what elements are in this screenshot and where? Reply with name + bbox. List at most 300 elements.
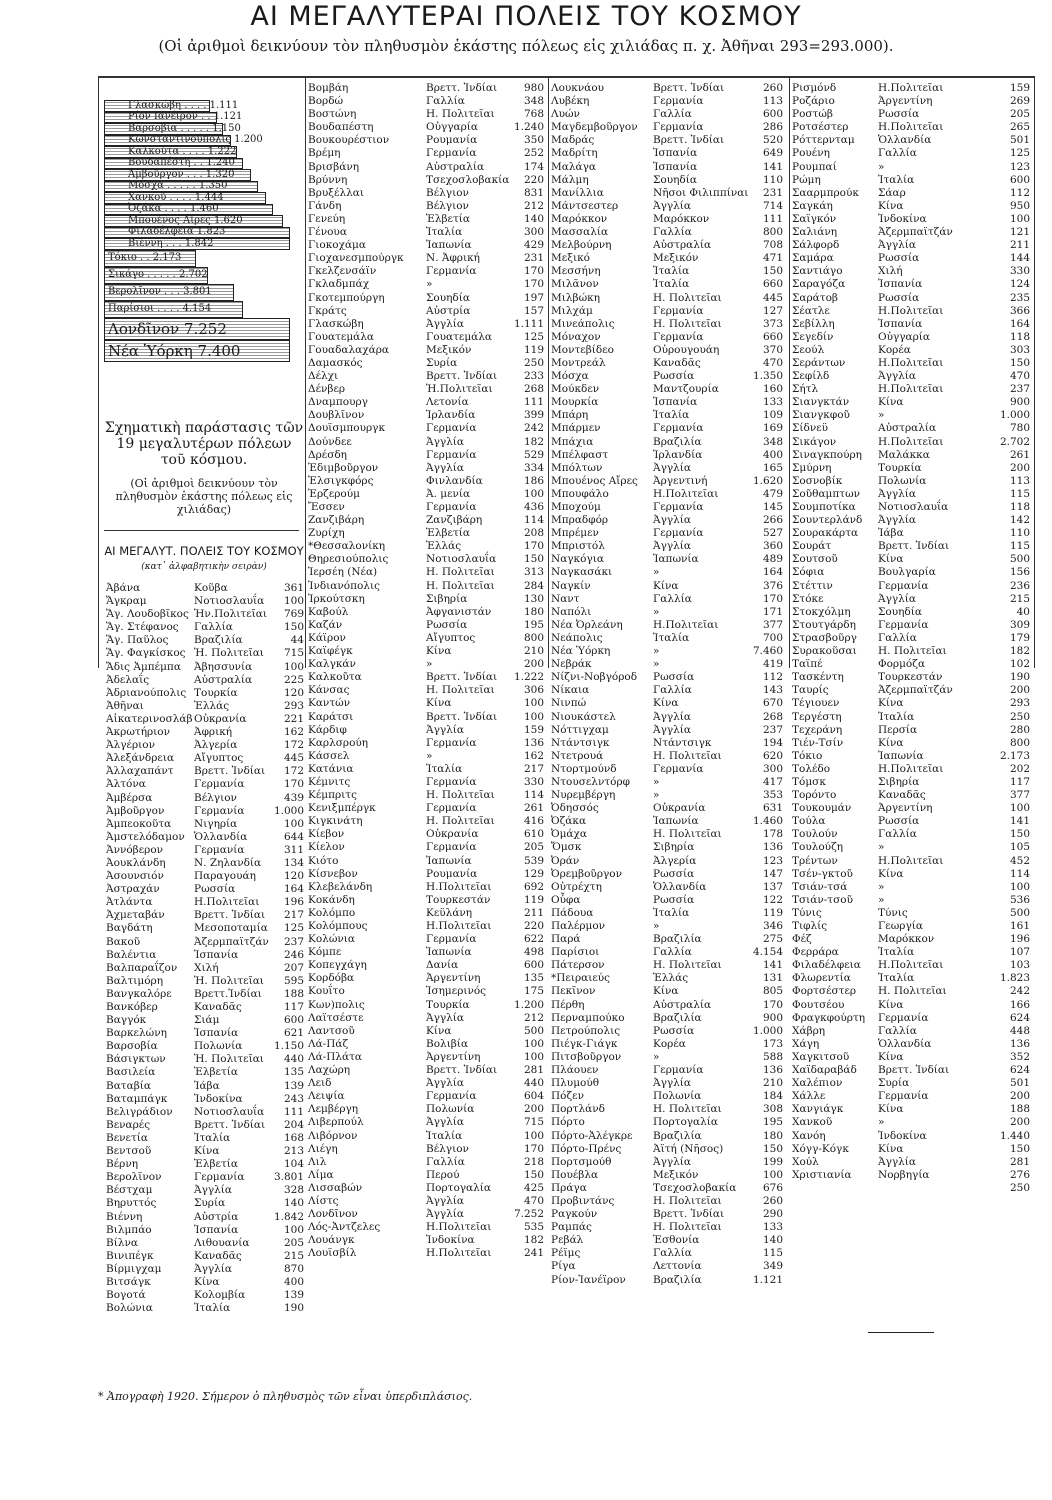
city-row [792,632,1034,645]
city-name: Πόρτο [551,1116,585,1129]
city-name: Ρέϊμς [551,1247,581,1260]
city-population: 260 [762,82,783,94]
city-row [106,1237,306,1250]
city-name: Περναμπούκο [551,1011,625,1024]
city-population: 1.121 [752,1273,783,1286]
city-country: Αὐστρία [426,304,471,317]
city-population: 300 [762,762,783,775]
pyramid-caption: Σχηματικὴ παράστασις τῶν 19 μεγαλυτέρων πόλεων τοῦ κόσμου. [104,420,304,468]
city-row [106,1158,306,1171]
city-row [308,1090,548,1103]
city-row [792,1051,1034,1064]
city-country: Γερμανία [878,618,929,631]
city-name: Χανγιάγκ [792,1103,844,1116]
city-name: Ὀμάχα [551,828,587,841]
city-name: Μπόλτων [551,461,603,474]
city-population: 217 [523,762,544,775]
city-population: 649 [762,147,783,160]
city-name: Μελβούρνη [551,239,612,252]
city-name: Ἅγ. Παῦλος [106,634,169,647]
city-row [308,488,548,501]
city-row [551,540,787,553]
city-row [792,985,1034,998]
city-row [308,174,548,187]
city-row [792,252,1034,265]
city-population: 115 [1009,487,1030,500]
city-population: 100 [283,1223,304,1236]
city-country: Τουρκεστάν [426,893,491,906]
city-name: Σουτσοῦ [792,553,838,566]
city-row [308,1169,548,1182]
city-population: 113 [762,95,783,108]
city-row [792,737,1034,750]
city-name: Βασιλεία [106,1066,156,1079]
city-row [106,713,306,726]
city-row [551,1221,787,1234]
city-row [551,265,787,278]
city-country: Δανία [426,959,459,972]
city-population: 622 [523,933,544,946]
city-country: Συρία [878,1077,910,1090]
city-population: 346 [762,920,783,932]
city-name: Δένβερ [308,383,346,396]
city-population: 211 [1009,239,1030,252]
city-name: Χαϊδαραβάδ [792,1064,857,1077]
city-row [551,684,787,697]
city-name: Τιφλίς [792,920,828,932]
city-name: Κιγκινάτη [308,815,363,828]
city-name: Ροτσέστερ [792,121,849,134]
city-country: Οὐγγαρία [878,330,931,343]
city-name: Μπρέμεν [551,527,599,540]
city-population: 115 [762,1247,783,1260]
city-country: Η. Πολιτεῖαι [426,108,495,121]
city-row [308,1116,548,1129]
city-population: 1.842 [273,1210,304,1223]
city-list-col2 [308,82,548,1260]
city-country: Περού [426,1168,460,1181]
footnote: * Ἀπογραφὴ 1920. Σήμερον ὁ πληθυσμὸς τῶν εἶναι ὑπερδιπλάσιος. [98,1390,473,1403]
city-row [106,1197,306,1210]
city-population: 212 [523,1011,544,1024]
city-row [308,907,548,920]
city-population: 196 [283,896,304,909]
city-row [308,108,548,121]
city-name: Ἀλλαχαπάντ [106,765,174,778]
city-row [551,488,787,501]
city-country: Ἰταλία [426,226,463,239]
city-population: 125 [1009,147,1030,160]
city-population: 870 [283,1262,304,1275]
city-population: 417 [762,775,783,788]
city-country: Νοτιοσλαυΐα [878,501,949,513]
city-country: Φινλανδία [426,474,483,487]
city-row [792,449,1034,462]
city-name: Νίκαια [551,684,590,697]
city-row [792,1116,1034,1129]
city-country: Η. Πολιτεῖαι [426,579,495,592]
city-row [551,121,787,134]
city-row [308,933,548,946]
city-population: 1.460 [752,815,783,828]
city-name: Βοστώνη [308,108,357,121]
city-name: Στοκχόλμη [792,605,851,618]
city-row [551,789,787,802]
city-row [551,239,787,252]
city-row [551,1103,787,1116]
city-name: Πέρθη [551,998,585,1011]
city-population: 160 [762,383,783,396]
city-name: Ρόττερνταμ [792,134,855,147]
city-population: 373 [762,317,783,330]
city-list-col4 [792,82,1034,1195]
city-population: 660 [762,330,783,343]
city-country: Ἀγγλία [426,1011,464,1024]
city-name: Σεβίλλη [792,317,835,330]
city-row [551,1051,787,1064]
city-country: Βρεττ. Ἰνδίαι [653,1208,725,1221]
city-name: Βαλέντια [106,948,157,961]
city-country: Ρωσσία [653,867,695,880]
city-country: Σιβηρία [878,775,920,788]
city-name: Σοῦθαμπτων [792,487,861,500]
city-population: 170 [523,265,544,278]
city-name: Βογοτά [106,1289,146,1302]
city-country: Ἀγγλία [653,1155,691,1168]
city-country: Γαλλία [426,1155,465,1168]
city-population: 440 [283,1053,304,1066]
city-country: Ἑλλάς [426,540,462,553]
city-country: Χιλή [194,961,219,974]
city-population: 217 [283,909,304,922]
city-row [551,881,787,894]
city-name: Βελιγράδιον [106,1105,173,1118]
city-country: Η.Πολιτεῖαι [878,762,944,775]
city-population: 800 [762,226,783,239]
city-row [792,1103,1034,1116]
city-name: Νέα Ὀρλεάνη [551,618,623,631]
city-population: 400 [283,1275,304,1288]
city-name: Κολόμπους [308,920,368,932]
city-name: Βουδαπέστη [308,121,374,134]
city-country: Μεξικόν [653,252,699,265]
city-row [551,920,787,933]
city-country: Λεττονία [653,1260,702,1273]
city-country: Λιθουανία [194,1236,250,1249]
city-name: Κενιξμπέργκ [308,802,376,815]
city-population: 237 [762,723,783,736]
city-population: 377 [1009,789,1030,802]
city-country: Ρωσσία [653,893,695,906]
city-country: Η. Πολιτεῖαι [653,959,722,972]
city-name: Ρουμπαί [792,160,837,173]
city-country: Κίνα [878,199,904,212]
city-country: Πολωνία [426,1103,475,1116]
city-country: Η. Πολιτεῖαι [878,645,947,658]
city-population: 174 [523,160,544,173]
city-country: Γερμανία [426,841,477,854]
city-name: Ταυρίς [792,684,829,697]
end-rule [868,1332,934,1333]
city-name: Ὀράν [551,854,580,867]
city-row [308,1195,548,1208]
city-population: 692 [523,880,544,893]
city-country: Κορέα [653,1037,686,1050]
city-row [106,739,306,752]
city-name: Βαρκελώνη [106,1027,167,1040]
city-row [106,765,306,778]
city-row [792,161,1034,174]
city-row [551,802,787,815]
city-name: Κορδόβα [308,972,355,985]
city-population: 133 [762,1221,783,1234]
city-name: Δέλχι [308,370,339,383]
city-name: Τουκουμάν [792,802,852,815]
city-population: 100 [1009,880,1030,893]
city-row [308,396,548,409]
city-country: Συρία [194,1197,226,1210]
city-row [792,776,1034,789]
city-country: Η.Πολιτεῖαι [878,383,944,396]
city-population: 190 [1009,671,1030,684]
city-country: Η. Πολιτεῖαι [653,749,722,762]
city-population: 950 [1009,199,1030,212]
city-country: Ἰαπωνία [653,553,699,566]
city-population: 425 [523,1181,544,1194]
city-population: 235 [1009,291,1030,304]
city-country: Ρωσσία [878,108,920,121]
city-population: 131 [762,972,783,985]
city-name: Λά-Πάζ [308,1037,349,1050]
city-population: 142 [1009,514,1030,527]
city-name: Νεβράκ [551,658,592,671]
city-population: 143 [762,684,783,697]
city-country: Σουηδία [426,291,470,304]
city-row [106,857,306,870]
city-country: Βραζιλία [194,634,243,647]
city-country: Ἀφγανιστάν [426,605,492,618]
city-population: 111 [523,396,544,409]
city-name: Λιβερπούλ [308,1116,364,1129]
city-row [308,436,548,449]
city-row [106,674,306,687]
city-country: Η.Πολιτεῖαι [426,1247,492,1260]
city-name: Βαλπαραΐζον [106,961,178,974]
city-name: Σιναγκπούρη [792,448,862,461]
city-population: 172 [283,765,304,778]
city-population: 197 [523,291,544,304]
city-row [792,1025,1034,1038]
city-population: 269 [1009,95,1030,108]
city-population: 140 [523,212,544,225]
city-row [106,909,306,922]
city-country: Ἰρλανδία [426,409,476,422]
pyramid-label: Λονδῖνον 7.252 [108,319,227,338]
city-row [792,527,1034,540]
city-country: Ρωσσία [878,291,920,304]
city-row [551,226,787,239]
city-population: 600 [283,1014,304,1027]
city-country: » [653,789,660,802]
city-population: 188 [1009,1103,1030,1116]
city-country: Ἀγγλία [426,435,464,448]
city-population: 179 [1009,631,1030,644]
city-country: Πορτογαλία [653,1116,719,1129]
city-name: Πορτλάνδ [551,1103,605,1116]
city-row [308,1182,548,1195]
city-row [792,671,1034,684]
city-row [551,1025,787,1038]
city-name: Χόγγ-Κόγκ [792,1142,849,1155]
city-name: Βαταβία [106,1079,151,1092]
city-row [106,778,306,791]
city-row [551,1064,787,1077]
pyramid-label: Ρίον Ιανέιρον . . 1.121 [128,111,243,123]
city-row [308,187,548,200]
city-row [792,619,1034,632]
city-country: Ἀργεντίνη [426,1050,481,1063]
city-population: 161 [1009,920,1030,932]
city-row [106,1119,306,1132]
city-country: Βρεττ. Ἰνδίαι [194,909,266,922]
city-population: 529 [523,448,544,461]
city-population: 7.460 [752,645,783,658]
city-population: 242 [523,422,544,435]
city-name: Τουλούν [792,828,838,841]
city-row [792,462,1034,475]
city-name: Ὀρεμβοῦργον [551,867,622,880]
city-row [551,252,787,265]
city-country: Αὐστραλία [653,239,712,252]
city-country: Η. Πολιτεῖαι [426,815,495,828]
city-row [792,972,1034,985]
pyramid-label: Μπουένος Αἴρες 1.620 [128,214,243,226]
city-country: Μαρόκκον [878,933,935,946]
city-row [106,621,306,634]
city-row [308,1247,548,1260]
city-name: Ναγκίν [551,579,591,592]
city-country: Σιβηρία [426,592,468,605]
city-country: Η.Πολιτεῖαι [653,487,719,500]
city-row [551,750,787,763]
city-row [106,634,306,647]
city-population: 400 [762,448,783,461]
city-country: Γαλλία [878,631,917,644]
city-population: 180 [762,1129,783,1142]
city-row [551,200,787,213]
city-country: Γερμανία [194,843,245,856]
pyramid-label: Βερολῖνον . . . 3.801 [108,286,212,297]
city-row [308,1077,548,1090]
city-population: 233 [523,370,544,383]
city-population: 900 [1009,396,1030,409]
city-population: 166 [1009,998,1030,1011]
city-name: Κέμπριτς [308,789,357,802]
city-country: Τουρκεστάν [878,671,943,684]
city-row [551,383,787,396]
city-name: Βινιπέγκ [106,1249,154,1262]
city-name: Πράγα [551,1181,587,1194]
city-name: Φερράρα [792,946,839,959]
city-row [308,802,548,815]
city-population: 1.111 [513,317,544,330]
city-name: Σεούλ [792,343,825,356]
city-population: 210 [762,1077,783,1090]
city-country: Γερμανία [653,422,704,435]
city-country: Γερμανία [426,1090,477,1103]
city-name: Καράτσι [308,710,354,723]
city-name: Χριστιανία [792,1168,852,1181]
city-population: 164 [283,883,304,896]
city-row [308,409,548,422]
city-name: Μόσχα [551,370,589,383]
city-population: 715 [283,647,304,660]
city-name: Πάδουα [551,906,594,919]
city-name: Κάνσας [308,684,350,697]
city-name: Τεχεράνη [792,723,843,736]
city-population: 624 [1009,1064,1030,1077]
city-row [106,1080,306,1093]
city-row [792,344,1034,357]
city-name: Παρίσιοι [551,946,600,959]
city-country: Βέλγιον [426,199,469,212]
city-name: Κουΐτο [308,985,345,998]
divider [104,530,299,531]
city-population: 194 [762,736,783,749]
city-population: 141 [762,160,783,173]
pyramid-label: Τόκιο . . 2.173 [108,252,182,263]
city-country: Ρωσσία [194,883,236,896]
city-population: 112 [1009,186,1030,199]
city-name: Ἔσσεν [308,501,345,513]
city-row [106,962,306,975]
city-country: Καναδᾶς [194,1001,242,1013]
city-row [106,1184,306,1197]
city-population: 1.200 [513,998,544,1011]
city-name: Νυρεμβέργη [551,789,616,802]
city-row [308,737,548,750]
city-name: Πετρούπολις [551,1024,621,1037]
city-name: Αἰκατερινοσλάβ [106,712,193,725]
city-country: Ἀγγλία [653,710,691,723]
city-row [792,1012,1034,1025]
city-country: Καναδᾶς [878,789,926,802]
city-name: Μάντσεστερ [551,199,619,212]
city-population: 261 [1009,448,1030,461]
city-country: Κίνα [194,1275,220,1288]
city-country: Μεσοποταμία [194,922,268,935]
city-name: Νέα Ὑόρκη [551,645,611,658]
city-row [308,553,548,566]
city-row [792,292,1034,305]
city-row [308,606,548,619]
city-name: Παλέρμον [551,920,606,932]
city-name: Ἅγ. Λουδοβῖκος [106,608,189,621]
city-country: Νοτιοσλαυΐα [194,595,265,608]
pyramid-label: Κωνσταντινούπολις 1.200 [128,134,263,146]
city-name: Κλεβελάνδη [308,880,373,893]
city-name: Γάνδη [308,199,342,212]
city-population: 114 [523,514,544,527]
city-population: 805 [762,985,783,998]
city-country: Ρωσσία [653,671,695,684]
city-population: 250 [1009,710,1030,723]
city-row [792,501,1034,514]
city-population: 243 [283,1092,304,1105]
city-population: 135 [283,1066,304,1079]
city-row [308,868,548,881]
city-row [551,305,787,318]
